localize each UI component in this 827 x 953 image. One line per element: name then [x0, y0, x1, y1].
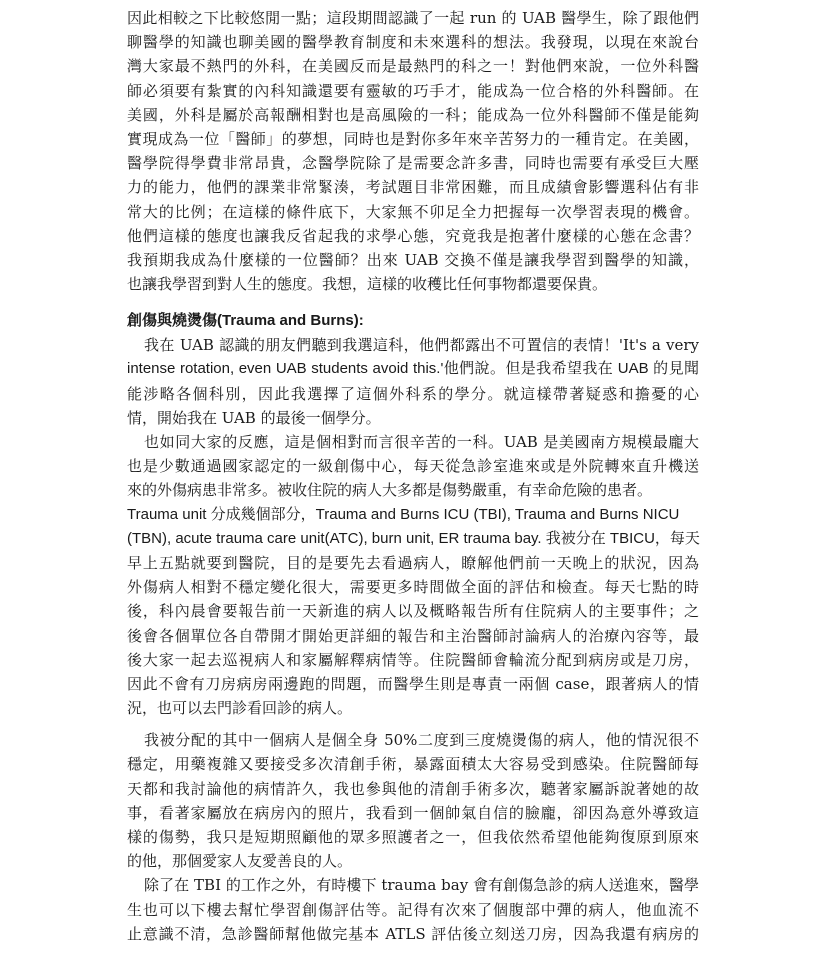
text-line: intense rotation, even UAB students avoid this.'他們說。但是我希望我在 UAB 的見聞: [127, 360, 699, 378]
text-line: Trauma unit 分成幾個部分，Trauma and Burns ICU (TBI), Trauma and Burns NICU: [127, 505, 680, 523]
text-line: 實現成為一位「醫師」的夢想，同時也是對你多年來辛苦努力的一種肯定。在美國，: [127, 129, 699, 148]
text-line: 常大的比例；在這樣的條件底下，大家無不卯足全力把握每一次學習表現的機會。: [127, 202, 699, 221]
text-line: 後，科內晨會要報告前一天新進的病人以及概略報告所有住院病人的主要事件；之: [127, 602, 699, 621]
text-line: 的他，那個愛家人友愛善良的人。: [127, 852, 353, 871]
text-line: 我被分配的其中一個病人是個全身 50%二度到三度燒燙傷的病人，他的情況很不: [144, 731, 699, 750]
paragraph-4: [127, 873, 699, 946]
text-line: 聊醫學的知識也聊美國的醫學教育制度和未來選科的想法。我發現，以現在來說台: [127, 33, 699, 52]
paragraph-gap: [127, 720, 699, 728]
text-line: 因此不會有刀房病房兩邊跑的問題，而醫學生則是專責一兩個 case，跟著病人的情: [127, 674, 699, 693]
text-line: 我預期我成為什麼樣的一位醫師？出來 UAB 交換不僅是讓我學習到醫學的知識，: [127, 250, 699, 269]
text-line: 師必須要有紮實的內科知識還要有靈敏的巧手才，能成為一位合格的外科醫師。在: [127, 81, 699, 100]
text-line: 醫學院得學費非常昂貴，念醫學院除了是需要念許多書，同時也需要有承受巨大壓: [127, 154, 699, 173]
text-line: 樣的傷勢，我只是短期照顧他的眾多照護者之一，但我依然希望他能夠復原到原來: [127, 828, 699, 846]
text-line: 情，開始我在 UAB 的最後一個學分。: [127, 408, 381, 427]
text-line: 灣大家最不熱門的外科，在美國反而是最熱門的科之一！對他們來說，一位外科醫: [127, 57, 699, 76]
text-line: 事，看著家屬放在病房內的照片，我看到一個帥氣自信的臉龐，卻因為意外導致這: [127, 803, 699, 822]
text-line: 止意識不清，急診醫師幫他做完基本 ATLS 評估後立刻送刀房，因為我還有病房的: [127, 924, 699, 943]
paragraph-2: [127, 430, 699, 720]
text-line: 早上五點就要到醫院，目的是要先去看過病人，瞭解他們前一天晚上的狀況，因為: [127, 553, 699, 572]
text-line: 除了在 TBI 的工作之外，有時樓下 trauma bay 會有創傷急診的病人送進來，醫學: [144, 876, 699, 895]
text-line: 後會各個單位各自帶開才開始更詳細的報告和主治醫師討論病人的治療內容等，最: [127, 626, 699, 645]
intro-paragraph: [127, 6, 699, 296]
document-page: [127, 6, 699, 946]
paragraph-3: [127, 728, 699, 873]
text-line: 況，也可以去門診看回診的病人。: [127, 699, 353, 718]
text-line: 也如同大家的反應，這是個相對而言很辛苦的一科。UAB 是美國南方規模最龐大: [144, 433, 699, 451]
text-line: 因此相較之下比較悠閒一點；這段期間認識了一起 run 的 UAB 醫學生，除了跟他們: [127, 9, 699, 27]
text-line: 後大家一起去巡視病人和家屬解釋病情等。住院醫師會輪流分配到病房或是刀房，: [127, 650, 699, 669]
text-line: 也是少數通過國家認定的一級創傷中心，每天從急診室進來或是外院轉來直升機送: [127, 457, 699, 476]
text-line: 外傷病人相對不穩定變化很大，需要更多時間做全面的評估和檢查。每天七點的時: [127, 578, 699, 597]
text-line: 來的外傷病患非常多。被收住院的病人大多都是傷勢嚴重，有幸命危險的患者。: [127, 481, 653, 500]
text-line: 也讓我學習到對人生的態度。我想，這樣的收穫比任何事物都還要保貴。: [127, 275, 608, 294]
text-line: 生也可以下樓去幫忙學習創傷評估等。記得有次來了個腹部中彈的病人，他血流不: [127, 900, 699, 919]
text-line: 天都和我討論他的病情許久，我也參與他的清創手術多次，聽著家屬訴說著她的故: [127, 779, 699, 798]
text-line: 我在 UAB 認識的朋友們聽到我選這科，他們都露出不可置信的表情！'It's a very: [144, 336, 699, 355]
text-line: 穩定，用藥複雜又要接受多次清創手術，暴露面積太大容易受到感染。住院醫師每: [127, 755, 699, 774]
paragraph-1: [127, 333, 699, 430]
text-line: 他們這樣的態度也讓我反省起我的求學心態，究竟我是抱著什麼樣的心態在念書？: [127, 226, 699, 245]
section-heading: [127, 308, 699, 332]
text-line: (TBN), acute trauma care unit(ATC), burn unit, ER trauma bay. 我被分在 TBICU，每天: [127, 529, 700, 547]
section-heading-en: (Trauma and Burns):: [217, 312, 364, 330]
text-line: 美國，外科是屬於高報酬相對也是高風險的一科；能成為一位外科醫師不僅是能夠: [127, 105, 699, 124]
text-line: 力的能力，他們的課業非常緊湊，考試題目非常困難，而且成績會影響選科佔有非: [127, 178, 699, 197]
text-line: 能涉略各個科別，因此我選擇了這個外科系的學分。就這樣帶著疑惑和擔憂的心: [127, 384, 699, 403]
section-heading-zh: 創傷與燒燙傷: [127, 311, 218, 330]
